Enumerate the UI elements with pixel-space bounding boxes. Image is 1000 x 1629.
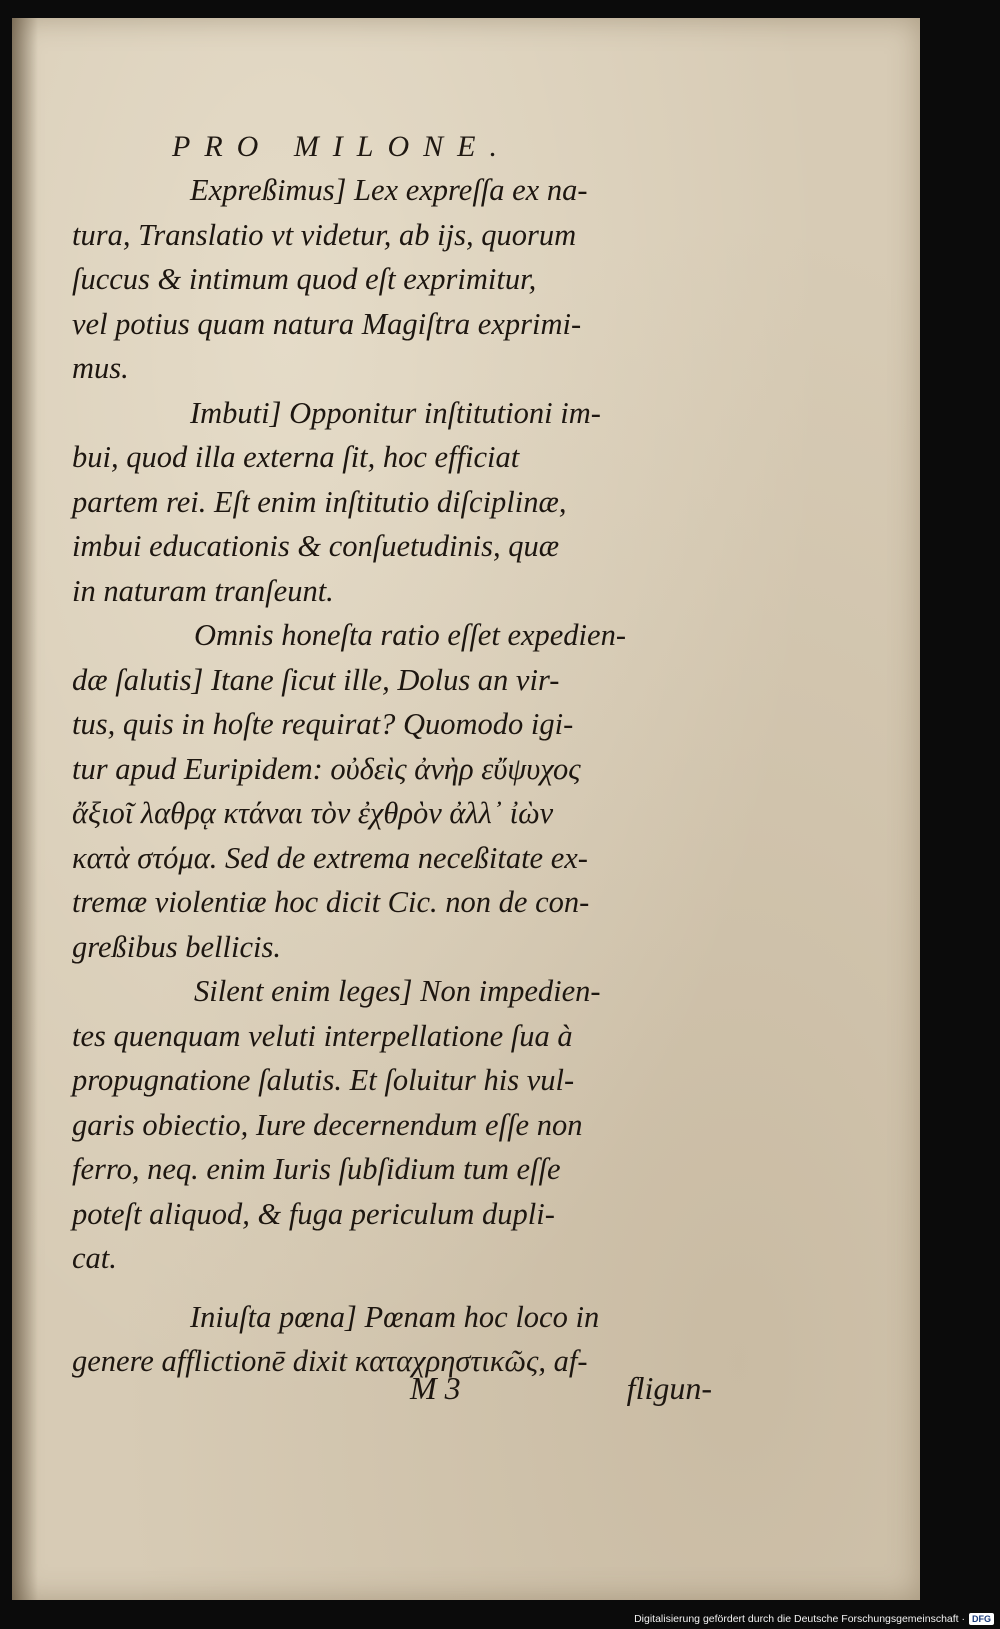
dfg-logo-icon: DFG	[969, 1613, 994, 1625]
book-page	[12, 18, 920, 1600]
text-line: poteſt aliquod, & fuga periculum dupli-	[72, 1196, 555, 1231]
page-footer-line	[72, 1370, 712, 1414]
text-line: propugnatione ſalutis. Et ſoluitur his vul-	[72, 1063, 575, 1097]
text-line: partem rei. Eſt enim inſtitutio diſciplinæ,	[72, 484, 567, 519]
text-line: vel potius quam natura Magiſtra exprimi-	[72, 306, 582, 341]
text-line: garis obiectio, Iure decernendum eſſe non	[72, 1107, 583, 1142]
text-line: bui, quod illa externa ſit, hoc efficiat	[72, 440, 520, 474]
paragraph-imbuti	[72, 391, 712, 614]
paragraph-expressimus	[72, 168, 712, 391]
text-line: ſuccus & intimum quod eſt exprimitur,	[72, 262, 537, 296]
text-line: κατὰ στόμα. Sed de extrema neceßitate ex-	[72, 840, 588, 875]
text-line: dæ ſalutis] Itane ſicut ille, Dolus an vir-	[72, 662, 560, 697]
text-line: genere afflictionē dixit καταχρηστικῶς, af-	[72, 1344, 588, 1378]
text-line: tura, Translatio vt videtur, ab ijs, quorum	[72, 217, 577, 252]
text-line: tremæ violentiæ hoc dicit Cic. non de con-	[72, 885, 590, 919]
text-line: Silent enim leges] Non impedien-	[194, 974, 601, 1008]
text-line: tes quenquam veluti interpellatione ſua à	[72, 1018, 573, 1053]
digitization-credit	[634, 1613, 994, 1625]
running-head: PRO MILONE.	[172, 130, 511, 163]
text-line: cat.	[72, 1241, 117, 1275]
paragraph-silent-enim-leges	[72, 969, 712, 1281]
text-line: Omnis honeſta ratio eſſet expedien-	[194, 618, 626, 652]
text-line: in naturam tranſeunt.	[72, 573, 334, 608]
text-line: mus.	[72, 351, 129, 385]
signature-mark: M 3	[410, 1370, 461, 1406]
text-line: Iniuſta pœna] Pœnam hoc loco in	[190, 1299, 600, 1334]
text-line: tus, quis in hoſte requirat? Quomodo igi-	[72, 707, 574, 741]
catchword: fligun-	[626, 1370, 712, 1406]
text-line: imbui educationis & conſuetudinis, quæ	[72, 529, 560, 563]
text-line: ἄξιοῖ λαθρᾳ κτάναι τὸν ἐχθρὸν ἀλλ᾽ ἰὼν	[72, 796, 554, 830]
text-line: Imbuti] Opponitur inſtitutioni im-	[190, 395, 601, 430]
text-line: ferro, neq. enim Iuris ſubſidium tum eſſe	[72, 1152, 561, 1186]
commentary-text	[72, 168, 712, 1384]
paragraph-omnis-honesta	[72, 613, 712, 969]
text-line: Expreßimus] Lex expreſſa ex na-	[190, 173, 588, 207]
text-line: tur apud Euripidem: οὐδεὶς ἀνὴρ εὔψυχος	[72, 751, 581, 786]
credit-text: Digitalisierung gefördert durch die Deutsche Forschungsgemeinschaft ·	[634, 1613, 965, 1625]
text-line: greßibus bellicis.	[72, 929, 281, 964]
